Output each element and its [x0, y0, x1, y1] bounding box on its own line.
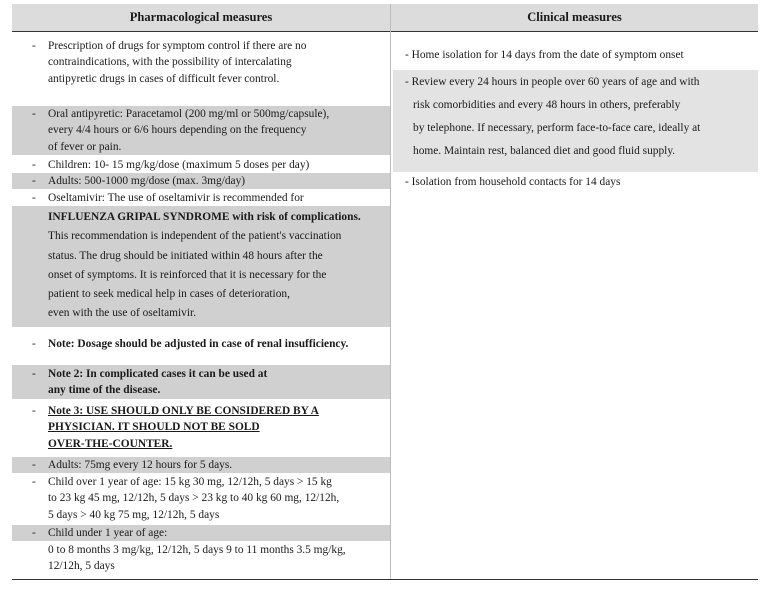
text-line: by telephone. If necessary, perform face-to-face care, ideally at: [413, 122, 701, 134]
text-line: home. Maintain rest, balanced diet and good fluid supply.: [413, 145, 676, 157]
header-clinical: Clinical measures: [391, 4, 758, 31]
text-line: every 4/4 hours or 6/6 hours depending on the frequency: [48, 124, 307, 137]
dash: -: [32, 476, 36, 488]
adults-dose: Adults: 500-1000 mg/dose (max. 3mg/day): [48, 175, 246, 187]
child-over-block: [12, 474, 390, 524]
dash: -: [32, 40, 36, 52]
dash: -: [32, 159, 36, 171]
text-line: status. The drug should be initiated within 48 hours after the: [48, 249, 323, 262]
text-line: This recommendation is independent of the patient's vaccination: [48, 230, 342, 243]
household-isolation: - Isolation from household contacts for 14 days: [405, 176, 621, 188]
child-under-title-row: [12, 525, 390, 541]
dash: -: [32, 527, 36, 539]
child-under-title: Child under 1 year of age:: [48, 527, 168, 539]
text-line: 0 to 8 months 3 mg/kg, 12/12h, 5 days 9 to 11 months 3.5 mg/kg,: [48, 544, 346, 556]
text-line: 5 days > 40 kg 75 mg, 12/12h, 5 days: [48, 508, 220, 521]
adults-dose-row: [12, 173, 390, 189]
text-line: PHYSICIAN. IT SHOULD NOT BE SOLD: [48, 421, 260, 434]
dash: -: [32, 368, 36, 380]
oral-antipyretic-block: [12, 106, 390, 155]
text-line: patient to seek medical help in cases of deterioration,: [48, 288, 290, 301]
text-line: - Review every 24 hours in people over 60 years of age and with: [405, 76, 700, 88]
adults-oseltamivir-row: [12, 457, 390, 473]
dash: -: [32, 338, 36, 350]
note2-block: [12, 365, 390, 399]
note1: Note: Dosage should be adjusted in case of renal insufficiency.: [48, 338, 349, 350]
text-line: any time of the disease.: [48, 384, 161, 397]
text-line: to 23 kg 45 mg, 12/12h, 5 days > 23 kg to 40 kg 60 mg, 12/12h,: [48, 492, 340, 505]
dash: -: [32, 192, 36, 204]
dash: -: [32, 405, 36, 417]
note1-row: [12, 336, 390, 352]
text-line: of fever or pain.: [48, 140, 122, 153]
text-line: Note 3: USE SHOULD ONLY BE CONSIDERED BY A: [48, 405, 319, 417]
text-line: Child over 1 year of age: 15 kg 30 mg, 12/12h, 5 days > 15 kg: [48, 476, 332, 488]
text-line: INFLUENZA GRIPAL SYNDROME with risk of complications.: [48, 211, 361, 223]
bottom-rule: [12, 579, 758, 580]
note3-block: [12, 403, 390, 453]
text-line: Oral antipyretic: Paracetamol (200 mg/ml or 500mg/capsule),: [48, 108, 330, 120]
prescription-block: [48, 38, 306, 87]
text-line: Prescription of drugs for symptom control if there are no: [48, 40, 307, 52]
text-line: Note 2: In complicated cases it can be used at: [48, 368, 268, 380]
adults-oseltamivir-dose: Adults: 75mg every 12 hours for 5 days.: [48, 459, 233, 471]
text-line: antipyretic drugs in cases of difficult fever control.: [48, 72, 280, 85]
text-line: even with the use of oseltamivir.: [48, 307, 197, 320]
text-line: contraindications, with the possibility of intercalating: [48, 56, 292, 69]
dash: -: [32, 459, 36, 471]
oseltamivir-intro: Oseltamivir: The use of oseltamivir is recommended for: [48, 192, 304, 204]
home-isolation: - Home isolation for 14 days from the date of symptom onset: [405, 49, 684, 61]
header-pharmacological: Pharmacological measures: [12, 4, 390, 31]
child-under-block: [48, 542, 346, 575]
dash: -: [32, 175, 36, 187]
text-line: onset of symptoms. It is reinforced that it is necessary for the: [48, 268, 327, 281]
oseltamivir-intro-row: [12, 190, 390, 206]
text-line: OVER-THE-COUNTER.: [48, 437, 173, 450]
text-line: risk comorbidities and every 48 hours in others, preferably: [413, 99, 681, 111]
dash: -: [32, 108, 36, 120]
column-divider: [390, 4, 391, 579]
oseltamivir-block: [12, 206, 390, 327]
children-dose-row: [12, 157, 390, 173]
review-block: [393, 70, 758, 172]
header-rule: [12, 31, 758, 32]
children-dose: Children: 10- 15 mg/kg/dose (maximum 5 doses per day): [48, 159, 310, 171]
text-line: 12/12h, 5 days: [48, 560, 115, 573]
